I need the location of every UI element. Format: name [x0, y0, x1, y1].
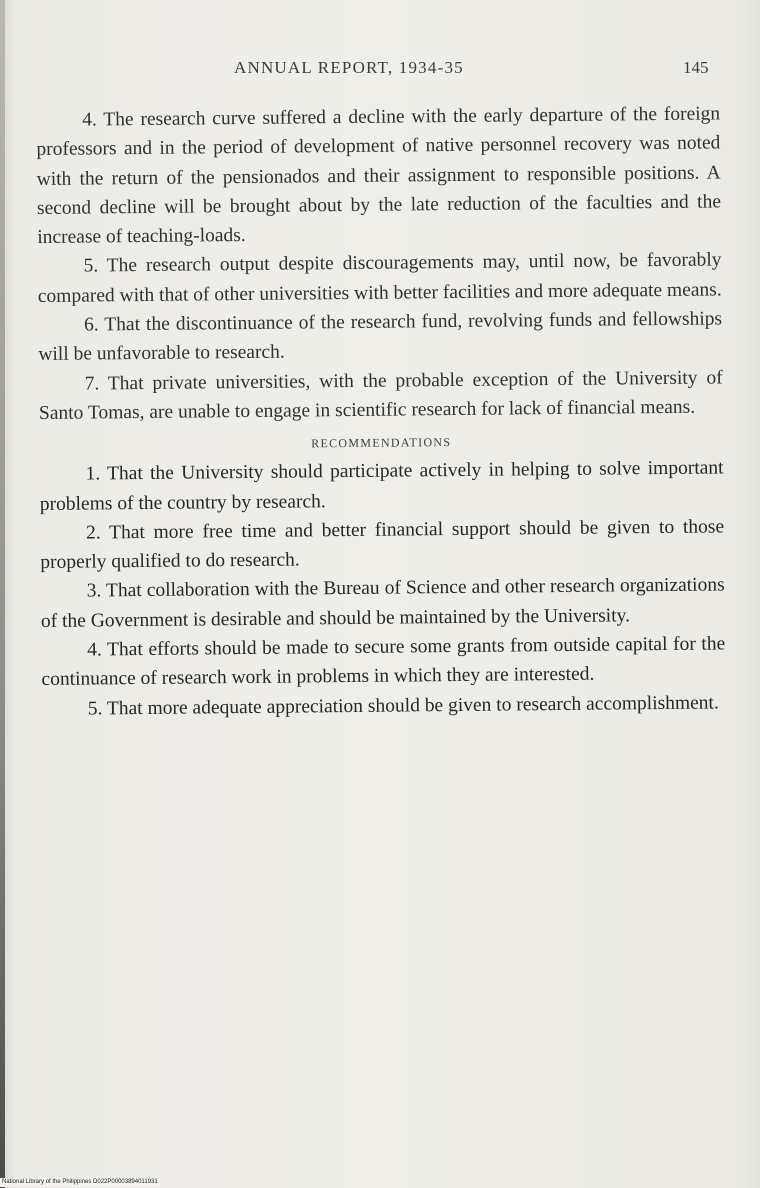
finding-paragraph: 6. That the discontinuance of the research fund, revolving funds and fellowships will be unfavorable to research. — [38, 308, 723, 366]
recommendation-paragraph: 5. That more adequate appreciation should be given to research accomplishment. — [87, 692, 719, 720]
recommendation-paragraph: 2. That more free time and better financial support should be given to those properly qualified to do research. — [40, 516, 725, 574]
recommendation-paragraph: 1. That the University should participate actively in helping to solve important problems of the country by research. — [39, 457, 724, 515]
binding-edge — [0, 0, 5, 1188]
running-head — [0, 58, 760, 84]
library-stamp: National Library of the Philippines D022P00003894011931 — [2, 1179, 158, 1185]
finding-paragraph: 5. The research output despite discouragements may, until now, be favorably compared with that of other universities with better facilities and more adequate means. — [37, 249, 722, 307]
running-title: ANNUAL REPORT, 1934-35 — [234, 58, 464, 77]
finding-paragraph: 4. The research curve suffered a decline with the early departure of the foreign professors and in the period of development of native personnel recovery was noted with the return of the pensionados and their assignment to responsible positions. A second decline will be brought about by the late reduction of the faculties and the increase of teaching-loads. — [36, 103, 722, 249]
finding-paragraph: 7. That private universities, with the probable exception of the University of Santo Tomas, are unable to engage in scientific research for lack of financial means. — [38, 367, 723, 424]
recommendations-heading: RECOMMENDATIONS — [311, 435, 452, 451]
page-number: 145 — [683, 58, 709, 77]
body-text — [36, 99, 726, 723]
recommendation-paragraph: 4. That efforts should be made to secure some grants from outside capital for the continuance of research work in problems in which they are interested. — [41, 633, 726, 691]
recommendation-paragraph: 3. That collaboration with the Bureau of Science and other research organizations of the Government is desirable and should be maintained by the University. — [40, 574, 725, 632]
